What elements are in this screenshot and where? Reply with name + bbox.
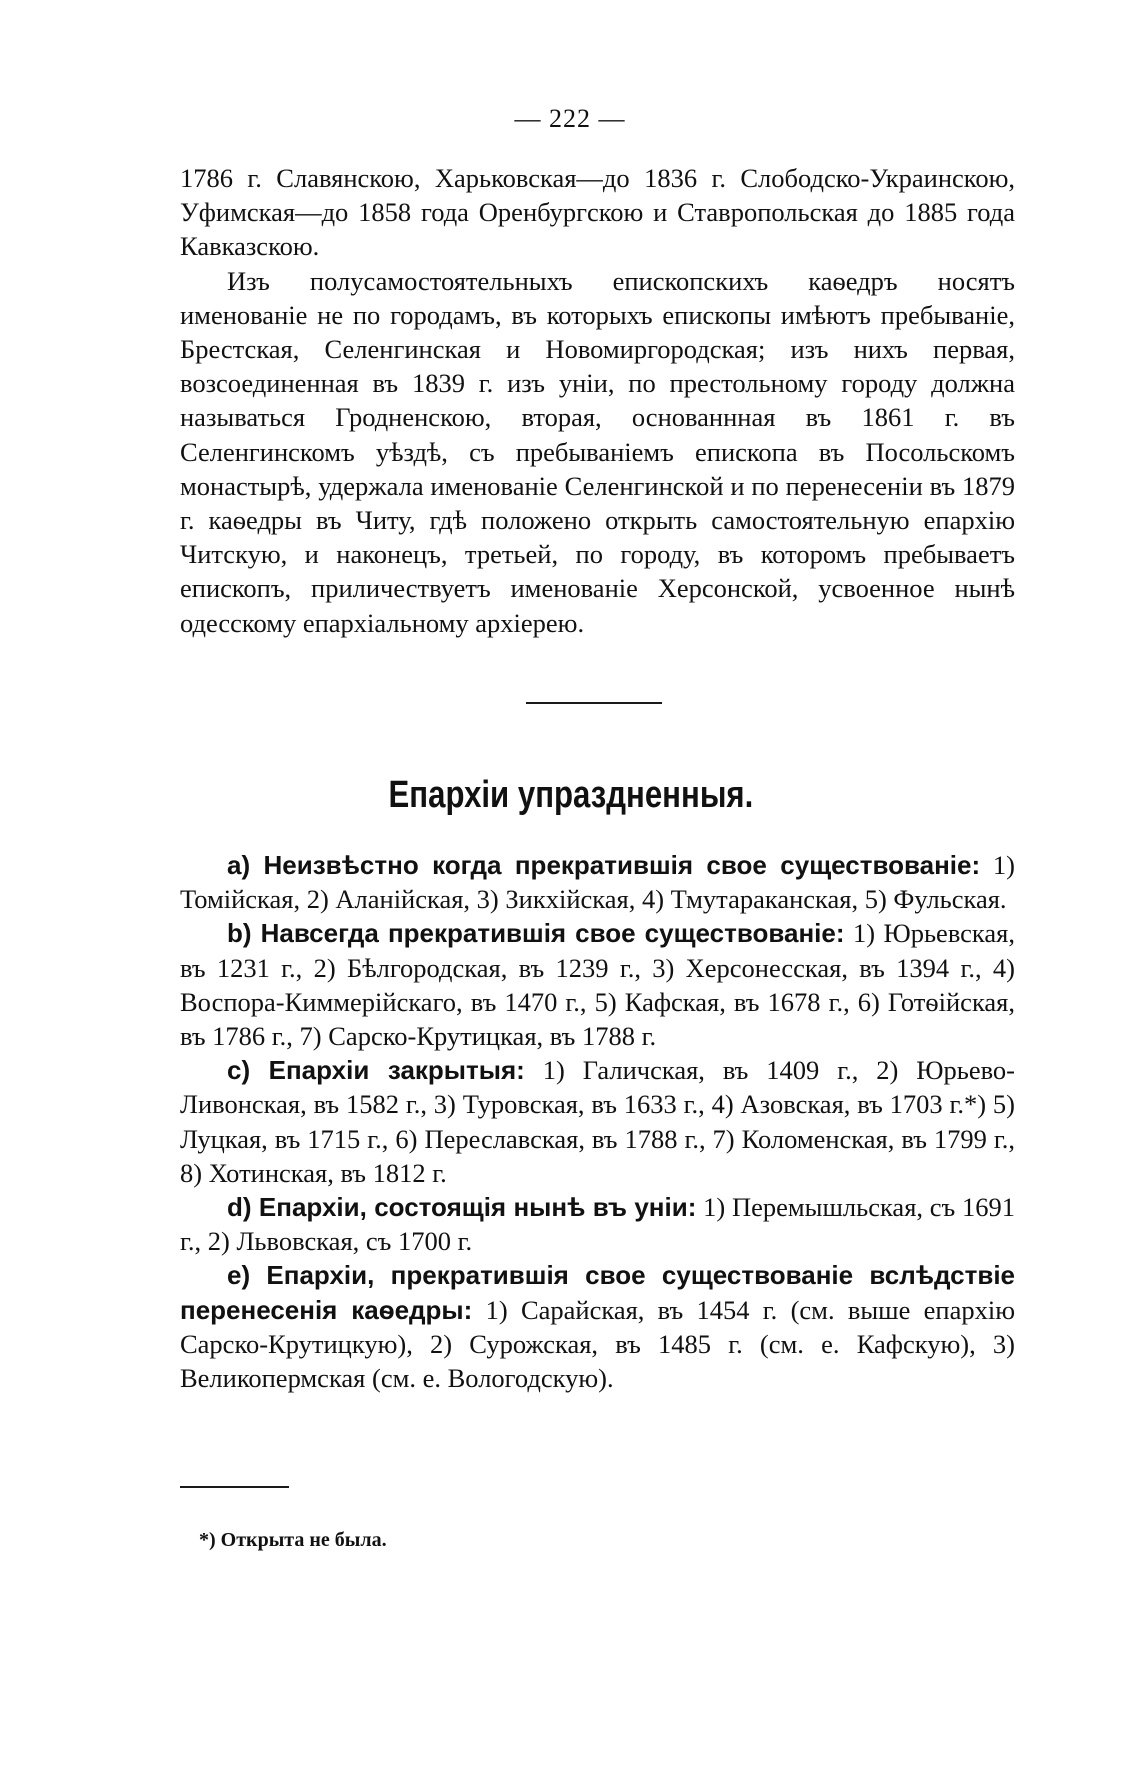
footnote-rule — [180, 1486, 289, 1488]
list-item-e-text: 1) Сарайская, въ 1454 г. (см. выше епархію Сарско-Крутицкую), 2) Сурожская, въ 1485 г. (см. е. Кафскую), 3) Великопермская (см. е. Вологодскую). — [180, 1294, 1015, 1394]
list-item-e-label: e) Епархіи, прекратившія свое существованіе вслѣдствіе перенесенія каѳедры: — [180, 1260, 1015, 1325]
intro-paragraph-1: 1786 г. Славянскою, Харьковская—до 1836 г. Слободско-Украинскою, Уфимская—до 1858 года Оренбургскою и Ставропольская до 1885 года Кавказскою. — [180, 163, 1015, 262]
section-title: Епархіи упраздненныя. — [388, 774, 754, 816]
intro-section — [180, 161, 1015, 640]
list-item-c-label: c) Епархіи закрытыя: — [227, 1055, 525, 1086]
section-divider — [526, 702, 662, 704]
list-item-a-label: а) Неизвѣстно когда прекратившія свое существованіе: — [227, 850, 981, 880]
list-item-c — [180, 1053, 1015, 1190]
list-item-d — [180, 1190, 1015, 1258]
list-item-b-text: 1) Юрьевская, въ 1231 г., 2) Бѣлгородская, въ 1239 г., 3) Херсонесская, въ 1394 г., 4) Воспора-Киммерійскаго, въ 1470 г., 5) Кафская, въ 1678 г., 6) Готѳійская, въ 1786 г., 7) Сарско-Крутицкая, въ 1788 г. — [180, 918, 1015, 1052]
list-item-d-text: 1) Перемышльская, съ 1691 г., 2) Львовская, съ 1700 г. — [180, 1192, 1015, 1257]
list-item-c-text: 1) Галичская, въ 1409 г., 2) Юрьево-Ливонская, въ 1582 г., 3) Туровская, въ 1633 г., 4) Азовская, въ 1703 г.*) 5) Луцкая, въ 1715 г., 6) Переславская, въ 1788 г., 7) Коломенская, въ 1799 г., 8) Хотинская, въ 1812 г. — [180, 1055, 1016, 1188]
footnote: *) Открыта не была. — [199, 1529, 387, 1551]
list-item-b-label: b) Навсегда прекратившія свое существованіе: — [227, 918, 845, 949]
list-item-a-text: 1) Томійская, 2) Аланійская, 3) Зикхійская, 4) Тмутараканская, 5) Фульская. — [180, 850, 1015, 915]
list-item-e — [180, 1258, 1015, 1395]
intro-paragraph-2: Изъ полусамостоятельныхъ епископскихъ каѳедръ носятъ именованіе не по городамъ, въ которыхъ епископы имѣютъ пребываніе, Брестская, Селенгинская и Новомиргородская; изъ нихъ первая, возсоединенная въ 1839 г. изъ уніи, по престольному городу должна называться Гродненскою, вторая, основаннная въ 1861 г. въ Селенгинскомъ уѣздѣ, съ пребываніемъ епископа въ Посольскомъ монастырѣ, удержала именованіе Селенгинской и по перенесеніи въ 1879 г. каѳедры въ Читу, гдѣ положено открыть самостоятельную епархію Читскую, и наконецъ, третьей, по городу, въ которомъ пребываетъ епископъ, приличествуетъ именованіе Херсонской, усвоенное нынѣ одесскому епархіальному архіерею. — [180, 265, 1015, 638]
list-item-b — [180, 916, 1015, 1053]
list-item-a — [180, 848, 1015, 916]
abolished-eparchies-list — [180, 848, 1015, 1395]
list-item-d-label: d) Епархіи, состоящія нынѣ въ уніи: — [227, 1192, 697, 1223]
page-number: — 222 — — [514, 104, 626, 133]
